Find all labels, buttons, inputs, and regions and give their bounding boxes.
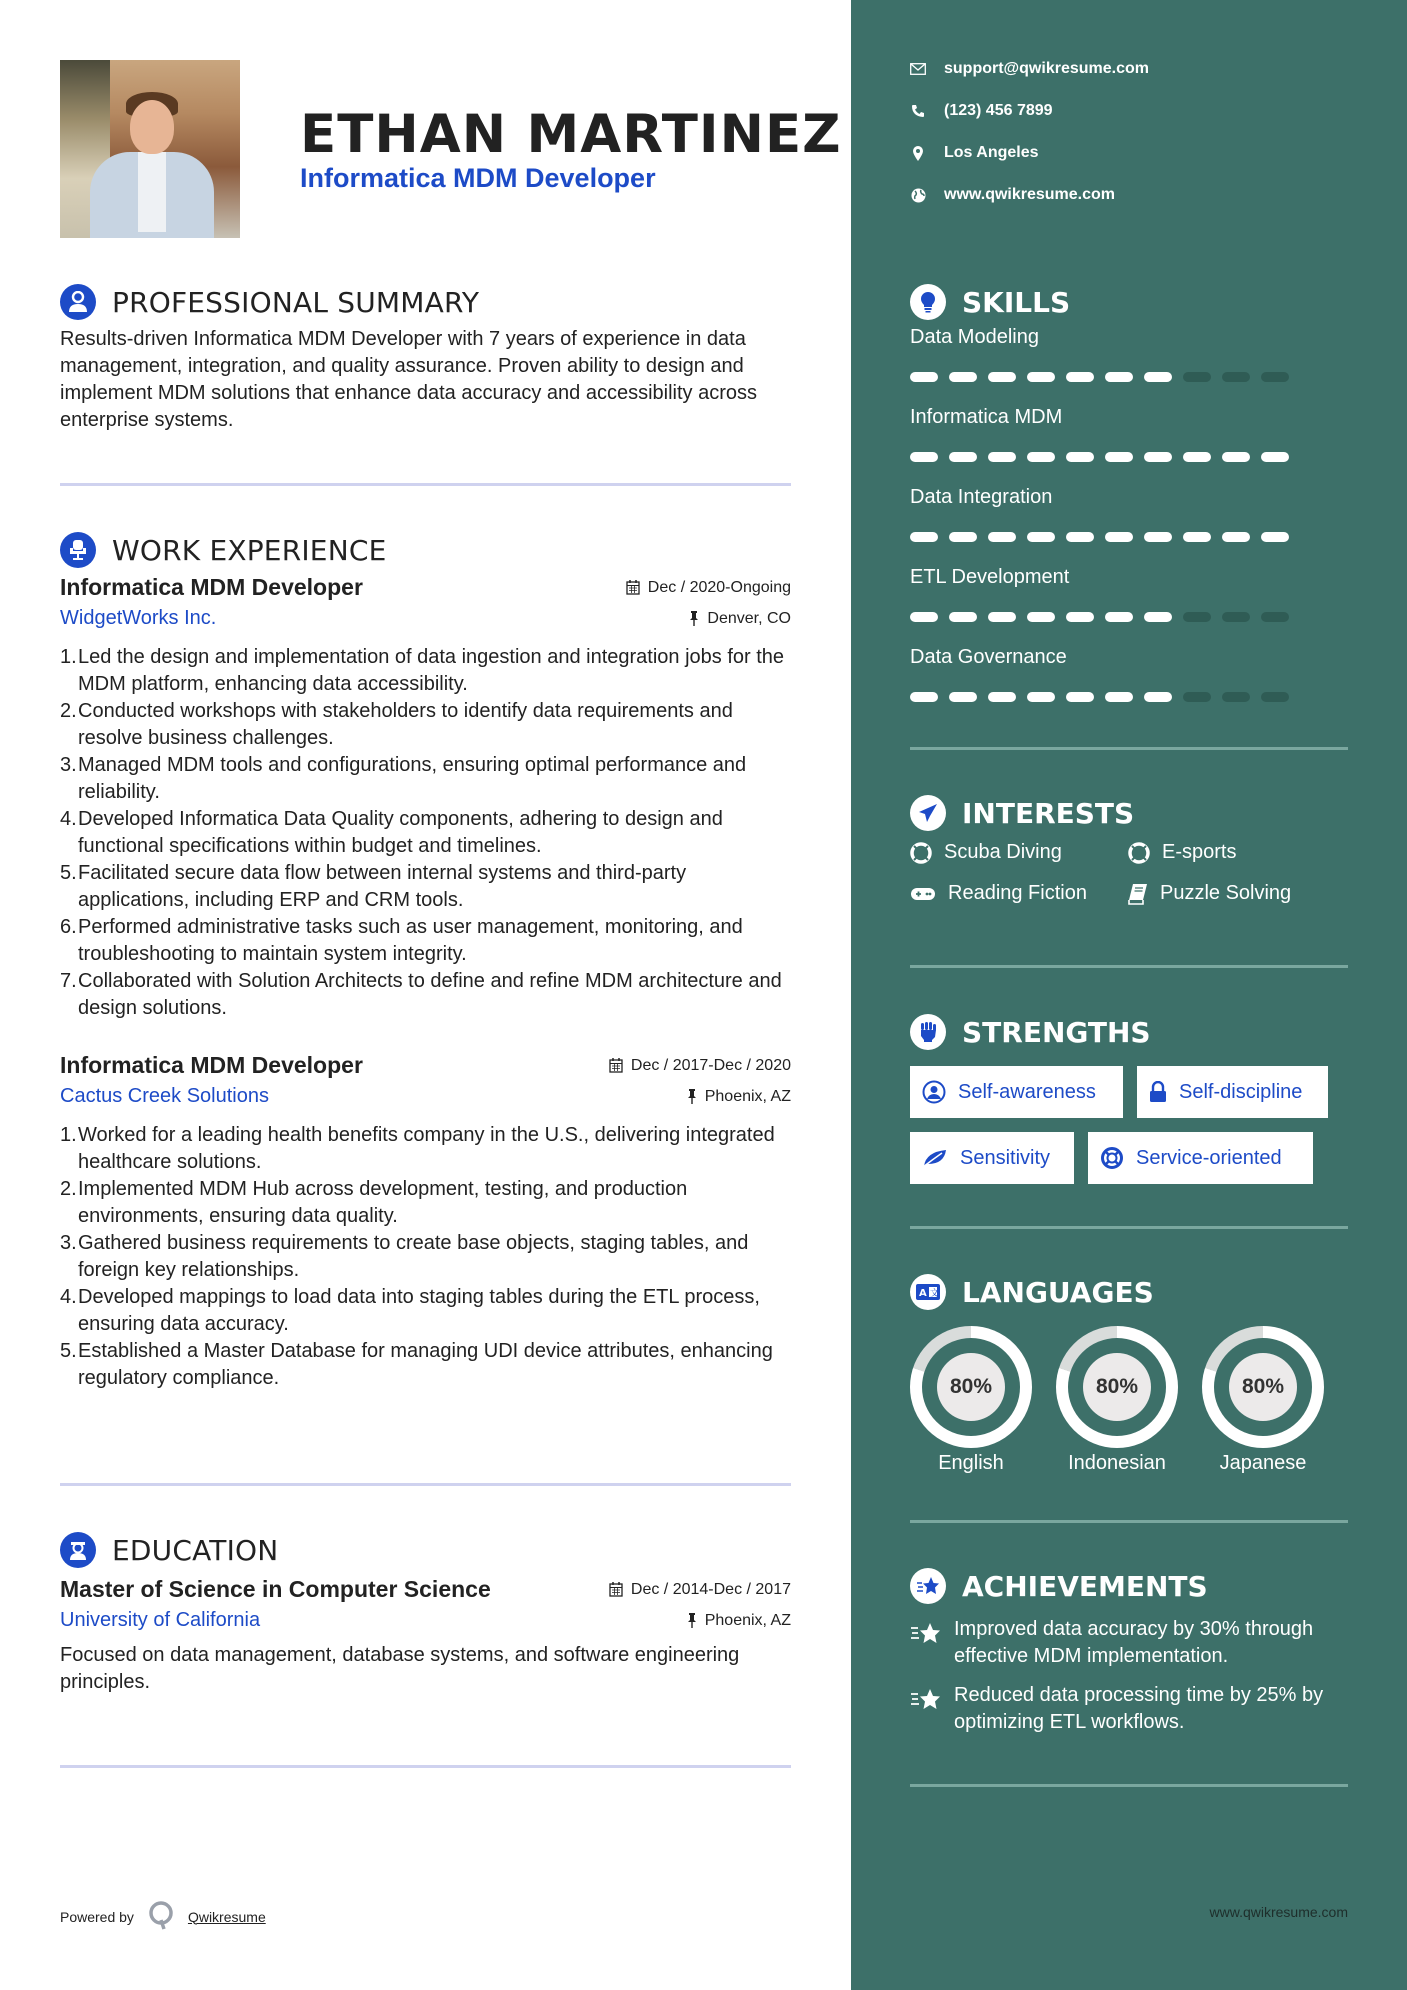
strength-chip: Self-awareness <box>910 1066 1123 1118</box>
user-circle-icon <box>922 1080 946 1104</box>
achievements-heading: ACHIEVEMENTS <box>962 1569 1208 1603</box>
skill-segment <box>1222 372 1250 382</box>
summary-text: Results-driven Informatica MDM Developer with 7 years of experience in data management, integration, and quality assurance. Proven ability to design and implement MDM solutions that enhance data accuracy and accessibility across enterprise systems. <box>60 328 757 431</box>
skill-segment <box>1261 612 1289 622</box>
user-icon <box>60 284 96 320</box>
list-item: 5.Facilitated secure data flow between internal systems and third-party applications, including ERP and CRM tools. <box>60 862 687 911</box>
skill-segment <box>1222 532 1250 542</box>
list-item: 2.Conducted workshops with stakeholders to identify data requirements and resolve business challenges. <box>60 700 733 749</box>
language-item: 80% Indonesian <box>1056 1326 1178 1475</box>
shooting-star-icon <box>910 1568 946 1604</box>
job-company: Cactus Creek Solutions <box>60 1085 269 1107</box>
job-dates: Dec / 2017-Dec / 2020 <box>609 1057 791 1075</box>
interest-item: Reading Fiction <box>910 882 1128 905</box>
svg-text:A: A <box>919 1288 927 1299</box>
strengths-list <box>910 1066 1348 1184</box>
divider <box>910 1520 1348 1523</box>
language-progress-ring: 80% <box>910 1326 1032 1448</box>
languages-heading: LANGUAGES <box>962 1275 1154 1309</box>
candidate-name: ETHAN MARTINEZ <box>300 104 842 165</box>
skill-level-bar <box>910 372 1348 382</box>
life-ring-icon <box>1100 1146 1124 1170</box>
skill-segment <box>988 692 1016 702</box>
skill-segment <box>1105 692 1133 702</box>
powered-by: Powered by Qwikresume <box>60 1900 266 1933</box>
lightbulb-icon <box>910 284 946 320</box>
life-ring-icon <box>910 842 932 864</box>
job-location: Denver, CO <box>689 610 791 628</box>
skill-segment <box>1027 692 1055 702</box>
gamepad-icon <box>910 886 936 902</box>
skill-segment <box>1144 612 1172 622</box>
summary-heading: PROFESSIONAL SUMMARY <box>112 285 480 319</box>
skill-item <box>910 484 1348 542</box>
skill-name: Informatica MDM <box>910 406 1063 428</box>
skill-segment <box>1183 532 1211 542</box>
skill-segment <box>1105 612 1133 622</box>
interest-item: Scuba Diving <box>910 841 1128 864</box>
education-description: Focused on data management, database systems, and software engineering principles. <box>60 1644 740 1693</box>
office-chair-icon <box>60 532 96 568</box>
interests-section <box>910 793 1348 905</box>
job-entry <box>60 574 791 1022</box>
skill-segment <box>1261 692 1289 702</box>
lock-icon <box>1149 1081 1167 1103</box>
skill-segment <box>949 612 977 622</box>
skill-item <box>910 404 1348 462</box>
list-item: 1.Led the design and implementation of data ingestion and integration jobs for the MDM platform, enhancing data accessibility. <box>60 646 785 695</box>
pin-icon <box>687 1089 697 1104</box>
skill-segment <box>910 612 938 622</box>
skill-segment <box>988 452 1016 462</box>
list-item: 6.Performed administrative tasks such as user management, monitoring, and troubleshooting to maintain system integrity. <box>60 916 743 965</box>
pin-icon <box>687 1613 697 1628</box>
summary-section <box>60 282 791 434</box>
education-dates: Dec / 2014-Dec / 2017 <box>609 1581 791 1599</box>
divider <box>910 1226 1348 1229</box>
contact-location: Los Angeles <box>910 144 1039 162</box>
interest-item: E-sports <box>1128 841 1338 864</box>
skill-segment <box>1105 452 1133 462</box>
language-progress-ring: 80% <box>1056 1326 1178 1448</box>
list-item: 3.Gathered business requirements to create base objects, staging tables, and foreign key relationships. <box>60 1232 749 1281</box>
job-title: Informatica MDM Developer <box>60 574 363 600</box>
language-item: 80% English <box>910 1326 1032 1475</box>
skill-segment <box>1144 532 1172 542</box>
skills-heading: SKILLS <box>962 285 1071 319</box>
skill-segment <box>1222 452 1250 462</box>
achievement-item: Reduced data processing time by 25% by optimizing ETL workflows. <box>910 1682 1348 1736</box>
skill-level-bar <box>910 452 1348 462</box>
school: University of California <box>60 1609 261 1631</box>
education-heading: EDUCATION <box>112 1533 279 1567</box>
list-item: 4.Developed Informatica Data Quality components, adhering to design and functional specifications within budget and timelines. <box>60 808 723 857</box>
skill-segment <box>988 372 1016 382</box>
skill-segment <box>910 452 938 462</box>
skill-name: Data Modeling <box>910 326 1039 348</box>
strength-chip: Self-discipline <box>1137 1066 1328 1118</box>
phone-icon <box>910 103 926 119</box>
svg-text:文: 文 <box>930 1289 940 1299</box>
strengths-section <box>910 1012 1348 1184</box>
life-ring-icon <box>1128 842 1150 864</box>
calendar-icon <box>609 1582 623 1597</box>
list-item: 5.Established a Master Database for managing UDI device attributes, enhancing regulatory compliance. <box>60 1340 773 1389</box>
job-title: Informatica MDM Developer <box>60 1052 363 1078</box>
skill-segment <box>1222 612 1250 622</box>
candidate-title: Informatica MDM Developer <box>300 163 656 193</box>
divider <box>910 747 1348 750</box>
skill-item <box>910 324 1348 382</box>
skill-segment <box>988 532 1016 542</box>
shooting-star-icon <box>910 1686 942 1712</box>
language-item: 80% Japanese <box>1202 1326 1324 1475</box>
divider <box>60 1765 791 1768</box>
skill-level-bar <box>910 532 1348 542</box>
contact-website[interactable]: www.qwikresume.com <box>910 186 1115 204</box>
skills-list <box>910 324 1348 702</box>
achievement-item: Improved data accuracy by 30% through effective MDM implementation. <box>910 1616 1348 1670</box>
divider <box>60 483 791 486</box>
skill-segment <box>1144 372 1172 382</box>
shooting-star-icon <box>910 1620 942 1646</box>
list-item: 7.Collaborated with Solution Architects to define and refine MDM architecture and design solutions. <box>60 970 782 1019</box>
education-section <box>60 1530 791 1696</box>
skill-segment <box>949 372 977 382</box>
skill-segment <box>1066 612 1094 622</box>
strength-chip: Sensitivity <box>910 1132 1074 1184</box>
skill-segment <box>1261 532 1289 542</box>
interests-list <box>910 841 1348 905</box>
skill-segment <box>1027 372 1055 382</box>
translate-icon <box>910 1274 946 1310</box>
fist-icon <box>910 1014 946 1050</box>
skill-segment <box>1183 372 1211 382</box>
skill-item <box>910 564 1348 622</box>
footer-website[interactable]: www.qwikresume.com <box>1209 1904 1348 1920</box>
globe-icon <box>910 187 926 203</box>
skill-segment <box>949 692 977 702</box>
skill-name: ETL Development <box>910 566 1070 588</box>
experience-section <box>60 530 791 1392</box>
skill-segment <box>1066 452 1094 462</box>
skill-segment <box>949 532 977 542</box>
skill-segment <box>1027 612 1055 622</box>
skill-item <box>910 644 1348 702</box>
profile-photo <box>60 60 240 238</box>
book-icon <box>1128 883 1148 905</box>
contact-email[interactable]: support@qwikresume.com <box>910 60 1149 78</box>
qwikresume-link[interactable]: Qwikresume <box>187 1908 266 1925</box>
skill-segment <box>910 532 938 542</box>
skill-segment <box>949 452 977 462</box>
skill-name: Data Governance <box>910 646 1067 668</box>
achievements-section <box>910 1566 1348 1736</box>
list-item: 3.Managed MDM tools and configurations, ensuring optimal performance and reliability. <box>60 754 747 803</box>
paper-plane-icon <box>910 795 946 831</box>
degree: Master of Science in Computer Science <box>60 1576 491 1602</box>
job-location: Phoenix, AZ <box>687 1088 791 1106</box>
skill-segment <box>1183 612 1211 622</box>
interest-item: Puzzle Solving <box>1128 882 1338 905</box>
job-company: WidgetWorks Inc. <box>60 607 217 629</box>
list-item: 1.Worked for a leading health benefits company in the U.S., delivering integrated healthcare solutions. <box>60 1124 775 1173</box>
qwikresume-logo-icon <box>148 1900 174 1933</box>
skill-segment <box>1144 692 1172 702</box>
skill-level-bar <box>910 692 1348 702</box>
leaf-icon <box>922 1148 948 1168</box>
skill-segment <box>988 612 1016 622</box>
skill-segment <box>1222 692 1250 702</box>
skill-segment <box>1105 372 1133 382</box>
calendar-icon <box>626 580 640 595</box>
skill-segment <box>910 372 938 382</box>
skill-segment <box>1183 692 1211 702</box>
languages-section <box>910 1272 1348 1475</box>
list-item: 4.Developed mappings to load data into staging tables during the ETL process, ensuring data accuracy. <box>60 1286 760 1335</box>
divider <box>60 1483 791 1486</box>
skill-segment <box>1066 532 1094 542</box>
list-item: 2.Implemented MDM Hub across development, testing, and production environments, ensuring data quality. <box>60 1178 688 1227</box>
skill-segment <box>1027 452 1055 462</box>
divider <box>910 965 1348 968</box>
map-pin-icon <box>910 145 926 161</box>
language-progress-ring: 80% <box>1202 1326 1324 1448</box>
job-dates: Dec / 2020-Ongoing <box>626 579 791 597</box>
envelope-icon <box>910 61 926 77</box>
strengths-heading: STRENGTHS <box>962 1015 1151 1049</box>
job-bullets <box>60 644 791 1022</box>
education-location: Phoenix, AZ <box>687 1612 791 1630</box>
experience-heading: WORK EXPERIENCE <box>112 533 387 567</box>
skill-name: Data Integration <box>910 486 1053 508</box>
skill-segment <box>1066 372 1094 382</box>
skill-segment <box>1105 532 1133 542</box>
skill-segment <box>1261 452 1289 462</box>
pin-icon <box>689 611 699 626</box>
divider <box>910 1784 1348 1787</box>
job-bullets <box>60 1122 791 1392</box>
skill-segment <box>1027 532 1055 542</box>
skill-level-bar <box>910 612 1348 622</box>
skill-segment <box>1183 452 1211 462</box>
contact-phone[interactable]: (123) 456 7899 <box>910 102 1053 120</box>
skill-segment <box>910 692 938 702</box>
job-entry <box>60 1052 791 1392</box>
skill-segment <box>1261 372 1289 382</box>
skill-segment <box>1144 452 1172 462</box>
languages-list <box>910 1326 1348 1475</box>
skill-segment <box>1066 692 1094 702</box>
calendar-icon <box>609 1058 623 1073</box>
interests-heading: INTERESTS <box>962 796 1135 830</box>
skills-section <box>910 282 1348 724</box>
strength-chip: Service-oriented <box>1088 1132 1313 1184</box>
graduate-icon <box>60 1532 96 1568</box>
